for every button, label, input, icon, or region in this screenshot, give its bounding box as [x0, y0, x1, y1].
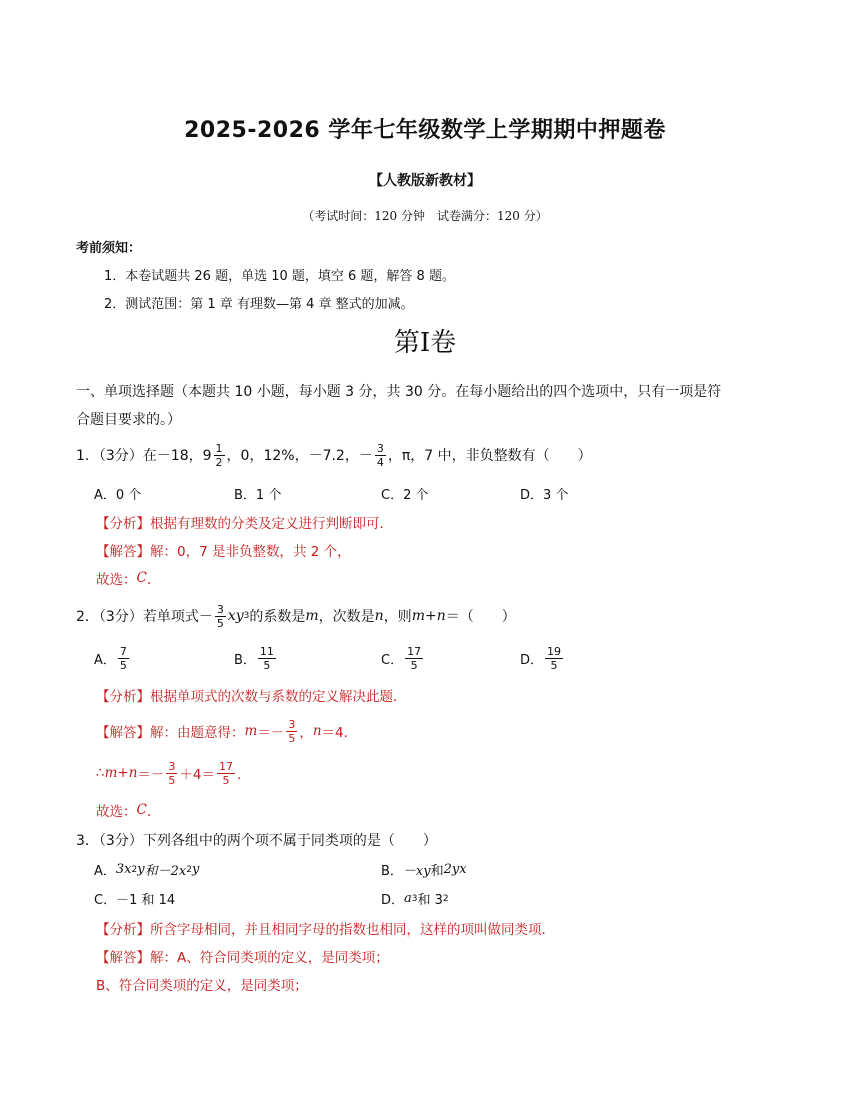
q2-option-c-num: 17	[407, 644, 422, 658]
q3-option-d-mid: 和 3	[417, 893, 443, 908]
q2-answer	[96, 713, 357, 749]
q1-answer: 【解答】解：0，7 是非负整数，共 2 个，	[96, 544, 351, 560]
q2-text-pre: 2．（3分）若单项式－	[76, 609, 213, 625]
q2-choice-letter: C	[136, 802, 147, 818]
q2-option-a-den: 5	[119, 658, 127, 672]
q2-calc-mn: m+n	[104, 765, 138, 781]
q2-answer-sep: ，	[299, 725, 313, 741]
q2-calc-pre: ∴	[96, 765, 105, 781]
q3-option-d-exp2: 2	[442, 893, 449, 904]
q2-text-post2: ，次数是	[318, 609, 375, 625]
question-3-stem: 3．（3分）下列各组中的两个项不属于同类项的是（ ）	[76, 833, 437, 849]
q2-frac-den: 5	[216, 616, 224, 630]
q2-mn: m+n	[411, 608, 446, 624]
q1-frac2-den: 4	[376, 455, 384, 469]
q3-option-a	[94, 860, 199, 879]
q2-option-b	[234, 640, 278, 676]
q1-choice-suffix: ．	[146, 572, 161, 588]
q2-option-c-den: 5	[410, 658, 418, 672]
q2-option-b-num: 11	[259, 644, 274, 658]
q2-answer-m: m	[244, 723, 258, 739]
q2-m: m	[305, 608, 319, 624]
question-2-stem	[76, 598, 516, 634]
q3-option-c: C．－1 和 14	[94, 893, 176, 908]
q2-text-post: 的系数是	[249, 609, 306, 625]
q2-option-d-fraction	[545, 645, 563, 672]
q1-frac1-num: 1	[215, 441, 223, 455]
q2-calc-fraction-2	[217, 760, 235, 787]
q2-frac-num: 3	[216, 602, 224, 616]
q1-text-mid: ，0，12%，－7.2，－	[226, 448, 373, 464]
q2-choice-suffix: ．	[146, 804, 161, 820]
notice-item-2: 2．测试范围：第 1 章 有理数—第 4 章 整式的加减。	[104, 297, 414, 312]
q2-monomial-exp: 3	[243, 611, 250, 621]
q2-calc-num1: 3	[168, 759, 176, 773]
notice-title: 考前须知：	[76, 241, 142, 256]
notice-item-1: 1．本卷试题共 26 题，单选 10 题，填空 6 题，解答 8 题。	[104, 269, 455, 284]
q2-option-d	[520, 640, 565, 676]
q1-analysis: 【分析】根据有理数的分类及定义进行判断即可．	[96, 516, 393, 532]
q2-option-d-den: 5	[550, 658, 558, 672]
q1-option-c: C．2 个	[381, 488, 429, 503]
q2-calc-fraction-1	[166, 760, 177, 787]
q3-option-a-term1: 3x	[115, 862, 132, 877]
q2-option-c-label: C．	[381, 652, 404, 668]
q2-calc-end: ．	[237, 767, 251, 783]
q2-calc-num2: 17	[219, 759, 233, 773]
q3-option-a-exp1: 2	[131, 864, 138, 875]
question-1-stem	[76, 437, 592, 473]
section-heading-line-2: 合题目要求的。）	[76, 412, 181, 428]
q1-text-post: ，π，7 中，非负整数有（ ）	[387, 448, 592, 464]
q1-frac2-num: 3	[376, 441, 384, 455]
q2-option-d-num: 19	[547, 644, 562, 658]
q2-answer-den: 5	[288, 731, 296, 745]
q2-calculation	[96, 755, 251, 791]
q2-option-a-label: A．	[94, 652, 116, 668]
q2-calc-mid: ＋4＝	[179, 767, 215, 783]
exam-title: 2025-2026 学年七年级数学上学期期中押题卷	[184, 118, 666, 143]
q2-answer-n-val: ＝4．	[321, 725, 358, 741]
q2-option-b-label: B．	[234, 652, 256, 668]
edition-subtitle: 【人教版新教材】	[369, 173, 481, 189]
q3-option-d-exp1: 3	[411, 893, 418, 904]
q2-option-a-fraction	[118, 645, 129, 672]
q2-option-b-den: 5	[263, 658, 271, 672]
q2-calc-den1: 5	[168, 773, 176, 787]
q3-answer-2: B、符合同类项的定义，是同类项；	[96, 978, 308, 994]
q3-option-d-label: D．	[381, 893, 405, 908]
q3-option-d	[381, 889, 449, 908]
q2-calc-eq: ＝－	[137, 767, 165, 783]
volume-title: 第I卷	[393, 328, 457, 358]
q3-option-b-term1: －xy	[402, 864, 431, 879]
section-heading-line-1: 一、单项选择题（本题共 10 小题，每小题 3 分，共 30 分。在每小题给出的四个选项中，只有一项是符	[76, 384, 722, 400]
q2-option-a-num: 7	[119, 644, 127, 658]
q3-option-a-term2-y: y	[191, 862, 200, 877]
q2-choice-prefix: 故选：	[96, 804, 137, 820]
q3-option-a-term2: 和－2x	[144, 864, 187, 879]
q3-option-d-term1: a	[404, 891, 412, 906]
q1-option-a: A．0 个	[94, 488, 142, 503]
q2-option-a	[94, 640, 131, 676]
q3-answer: 【解答】解：A、符合同类项的定义，是同类项；	[96, 950, 389, 966]
exam-info: （考试时间：120 分钟 试卷满分：120 分）	[302, 209, 548, 223]
q2-option-b-fraction	[258, 645, 276, 672]
q1-option-d: D．3 个	[520, 488, 569, 503]
q2-answer-eq: ＝－	[257, 725, 285, 741]
q3-option-a-label: A．	[94, 864, 116, 879]
q3-option-b-mid: 和	[430, 864, 444, 879]
q2-fraction	[215, 603, 226, 630]
q2-text-post4: ＝（ ）	[445, 609, 516, 625]
q2-text-post3: ，则	[383, 609, 412, 625]
q1-frac1-den: 2	[215, 455, 223, 469]
q2-option-c-fraction	[405, 645, 423, 672]
q2-n: n	[374, 608, 384, 624]
q1-fraction-2	[375, 442, 386, 469]
q2-choice	[96, 800, 160, 820]
q2-calc-den2: 5	[222, 773, 230, 787]
q2-option-c	[381, 640, 425, 676]
q2-answer-fraction	[286, 718, 297, 745]
q2-answer-pre: 【解答】解：由题意得：	[96, 725, 245, 741]
q1-text-pre: 1．（3分）在－18，9	[76, 448, 212, 464]
q1-choice-letter: C	[136, 570, 147, 586]
q3-option-b	[381, 860, 467, 879]
q1-fraction-1	[214, 442, 225, 469]
q2-option-d-label: D．	[520, 652, 544, 668]
q2-monomial: xy	[227, 608, 244, 624]
q1-option-b: B．1 个	[234, 488, 282, 503]
q2-answer-n: n	[312, 723, 322, 739]
q1-choice-prefix: 故选：	[96, 572, 137, 588]
q3-option-b-term2: 2yx	[443, 862, 467, 877]
q3-option-b-label: B．	[381, 864, 403, 879]
q3-option-a-term1-y: y	[137, 862, 145, 877]
q3-option-a-exp2: 2	[186, 864, 192, 875]
q3-analysis: 【分析】所含字母相同，并且相同字母的指数也相同，这样的项叫做同类项．	[96, 922, 555, 938]
q1-choice	[96, 568, 160, 588]
q2-answer-num: 3	[288, 717, 296, 731]
q2-analysis: 【分析】根据单项式的次数与系数的定义解决此题．	[96, 689, 407, 705]
